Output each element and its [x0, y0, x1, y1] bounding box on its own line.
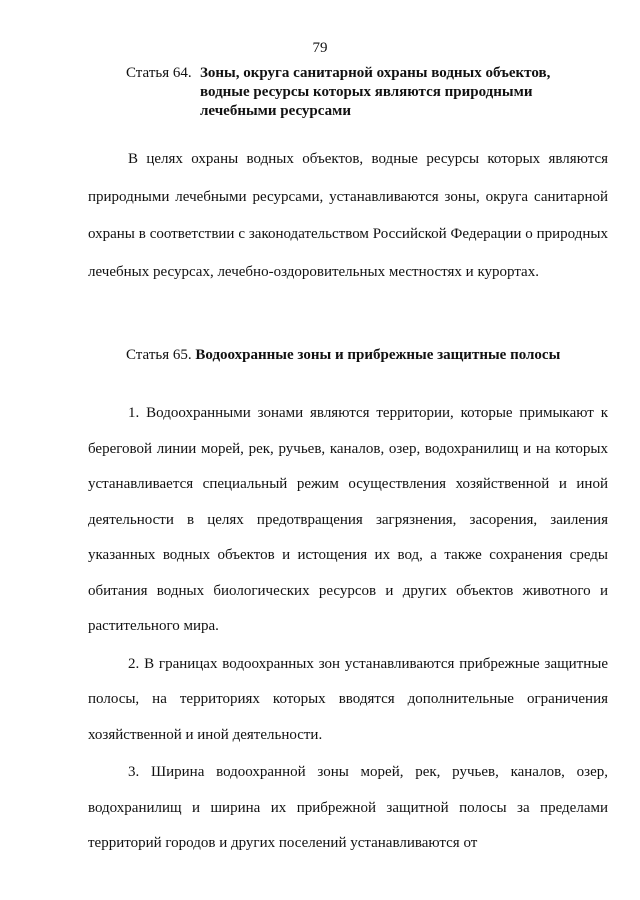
article-65-title: Водоохранные зоны и прибрежные защитные полосы [195, 347, 561, 363]
article-65-paragraph-3: 3. Ширина водоохранной зоны морей, рек, ручьев, каналов, озер, водохранилищ и ширина их прибрежной защитной полосы за пределами территорий городов и других поселений устанавливаются от [88, 764, 608, 851]
article-64-prefix: Статья 64. [126, 65, 192, 81]
article-65-paragraph-2: 2. В границах водоохранных зон устанавливаются прибрежные защитные полосы, на территориях которых вводятся дополнительные ограничения хозяйственной и иной деятельности. [88, 655, 608, 743]
article-64-heading [126, 64, 596, 121]
article-65-heading [126, 346, 606, 365]
article-64-paragraph: В целях охраны водных объектов, водные ресурсы которых являются природными лечебными ресурсами, устанавливаются зоны, округа санитарной охраны в соответствии с законодательством Российской Федерации о природных лечебных ресурсах, лечебно-оздоровительных местностях и курортах. [88, 151, 608, 280]
article-65-body [88, 396, 608, 862]
page-number: 79 [312, 40, 328, 56]
article-65-paragraph-1: 1. Водоохранными зонами являются территории, которые примыкают к береговой линии морей, рек, ручьев, каналов, озер, водохранилищ и на которых устанавливается специальный режим осуществления хозяйственной и иной деятельности в целях предотвращения загрязнения, засорения, заиления указанных водных объектов и истощения их вод, а также сохранения среды обитания водных биологических ресурсов и других объектов животного и растительного мира. [88, 405, 608, 634]
article-64-body [88, 141, 608, 291]
article-65-prefix: Статья 65. [126, 347, 192, 363]
article-64-title: Зоны, округа санитарной охраны водных объектов, водные ресурсы которых являются природными лечебными ресурсами [200, 65, 551, 119]
